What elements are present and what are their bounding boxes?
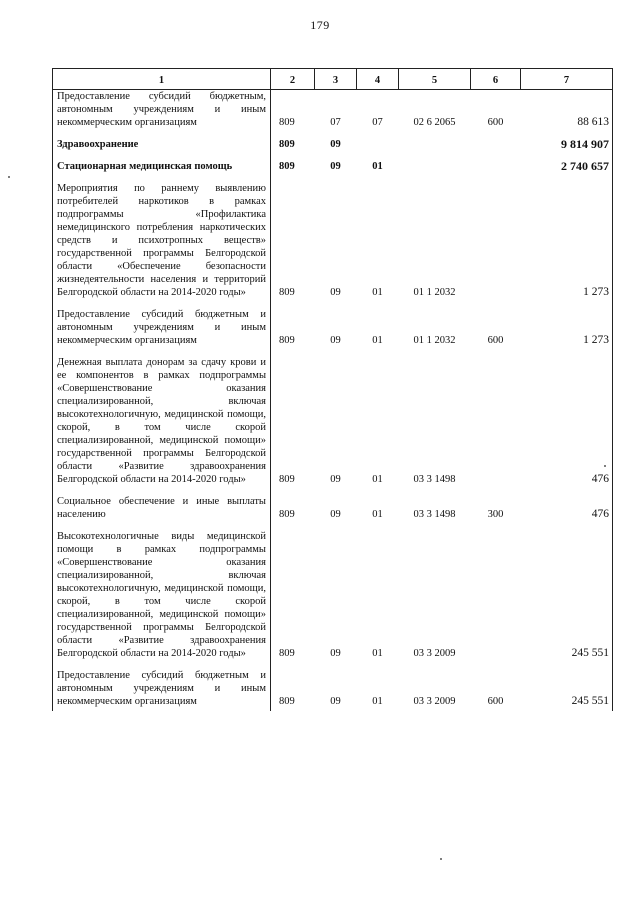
row-description: Стационарная медицинская помощь [53, 160, 271, 176]
table-row [53, 530, 613, 663]
row-description: Социальное обеспечение и иные выплаты населению [53, 495, 271, 524]
table-row [53, 495, 613, 524]
table-header-row [53, 69, 613, 90]
row-description: Мероприятия по раннему выявлению потребителей наркотиков в рамках подпрограммы «Профилактика немедицинского потребления наркотических средств и психотропных веществ» государственной программы Белгородской области «Обеспечение безопасности жизнедеятельности населения и территорий Белгородской области на 2014-2020 годы» [53, 182, 271, 302]
table-row [53, 160, 613, 176]
row-code-2: 809 [279, 287, 295, 298]
row-code-4: 01 [372, 509, 383, 520]
row-code-5: 01 1 2032 [413, 287, 456, 298]
row-amount: 245 551 [521, 530, 613, 663]
row-code-2: 809 [279, 335, 295, 346]
row-amount: 1 273 [521, 308, 613, 350]
row-code-5: 03 3 1498 [413, 509, 456, 520]
row-code-2: 809 [279, 161, 295, 172]
row-code-4: 01 [372, 648, 383, 659]
table-row [53, 308, 613, 350]
table-row [53, 90, 613, 133]
page-number: 179 [310, 18, 330, 32]
row-amount: 245 551 [521, 669, 613, 711]
row-code-6: 300 [487, 509, 504, 520]
scan-speck [440, 858, 442, 860]
row-code-3: 09 [330, 335, 341, 346]
row-code-3: 09 [330, 696, 341, 707]
row-amount: 476 [521, 495, 613, 524]
row-amount: 1 273 [521, 182, 613, 302]
budget-table [52, 68, 613, 711]
row-code-2: 809 [279, 509, 295, 520]
row-code-2: 809 [279, 648, 295, 659]
column-header: 6 [471, 69, 521, 90]
table-row [53, 356, 613, 489]
column-header: 3 [315, 69, 357, 90]
row-code-5: 01 1 2032 [413, 335, 456, 346]
row-code-2: 809 [279, 696, 295, 707]
row-code-5 [399, 138, 471, 154]
row-code-6 [471, 182, 521, 302]
scan-speck [8, 176, 10, 178]
row-amount: 88 613 [521, 90, 613, 133]
column-header: 5 [399, 69, 471, 90]
row-code-6 [471, 138, 521, 154]
table-row [53, 182, 613, 302]
row-code-6 [471, 530, 521, 663]
scan-speck [604, 465, 606, 467]
row-description: Предоставление субсидий бюджетным и автономным учреждениям и иным некоммерческим организациям [53, 308, 271, 350]
row-code-3: 09 [330, 161, 341, 172]
row-code-5: 02 6 2065 [413, 117, 456, 128]
row-code-4: 01 [372, 696, 383, 707]
row-code-6: 600 [487, 335, 504, 346]
row-description: Денежная выплата донорам за сдачу крови и ее компонентов в рамках подпрограммы «Совершенствование оказания специализированной, включая высокотехнологичную, медицинской помощи, скорой, в том числе скорой специализированной, медицинской помощи» государственной программы Белгородской области «Развитие здравоохранения Белгородской области на 2014-2020 годы» [53, 356, 271, 489]
row-code-6 [471, 356, 521, 489]
column-header: 7 [521, 69, 613, 90]
row-code-4 [357, 138, 399, 154]
row-amount: 476 [521, 356, 613, 489]
row-description: Здравоохранение [53, 138, 271, 154]
row-code-5: 03 3 1498 [413, 474, 456, 485]
column-header: 2 [271, 69, 315, 90]
row-code-3: 09 [330, 474, 341, 485]
row-amount: 9 814 907 [521, 138, 613, 154]
row-code-6 [471, 160, 521, 176]
row-code-5: 03 3 2009 [413, 696, 456, 707]
row-code-2: 809 [279, 117, 295, 128]
row-description: Предоставление субсидий бюджетным, автономным учреждениям и иным некоммерческим организациям [53, 90, 271, 133]
row-code-5 [399, 160, 471, 176]
column-header: 1 [53, 69, 271, 90]
row-code-3: 09 [330, 509, 341, 520]
row-amount: 2 740 657 [521, 160, 613, 176]
row-description: Предоставление субсидий бюджетным и автономным учреждениям и иным некоммерческим организациям [53, 669, 271, 711]
row-code-4: 01 [372, 161, 383, 172]
row-code-3: 09 [330, 139, 341, 150]
column-header: 4 [357, 69, 399, 90]
row-code-4: 01 [372, 335, 383, 346]
row-code-3: 07 [330, 117, 341, 128]
row-code-4: 01 [372, 474, 383, 485]
row-code-6: 600 [487, 696, 504, 707]
row-code-2: 809 [279, 139, 295, 150]
row-code-2: 809 [279, 474, 295, 485]
row-code-4: 01 [372, 287, 383, 298]
row-code-4: 07 [372, 117, 383, 128]
table-row [53, 669, 613, 711]
row-description: Высокотехнологичные виды медицинской помощи в рамках подпрограммы «Совершенствование оказания специализированной, включая высокотехнологичную, медицинской помощи, скорой, в том числе скорой специализированной, медицинской помощи» государственной программы Белгородской области «Развитие здравоохранения Белгородской области на 2014-2020 годы» [53, 530, 271, 663]
row-code-3: 09 [330, 648, 341, 659]
row-code-6: 600 [487, 117, 504, 128]
row-code-5: 03 3 2009 [413, 648, 456, 659]
table-row [53, 138, 613, 154]
row-code-3: 09 [330, 287, 341, 298]
